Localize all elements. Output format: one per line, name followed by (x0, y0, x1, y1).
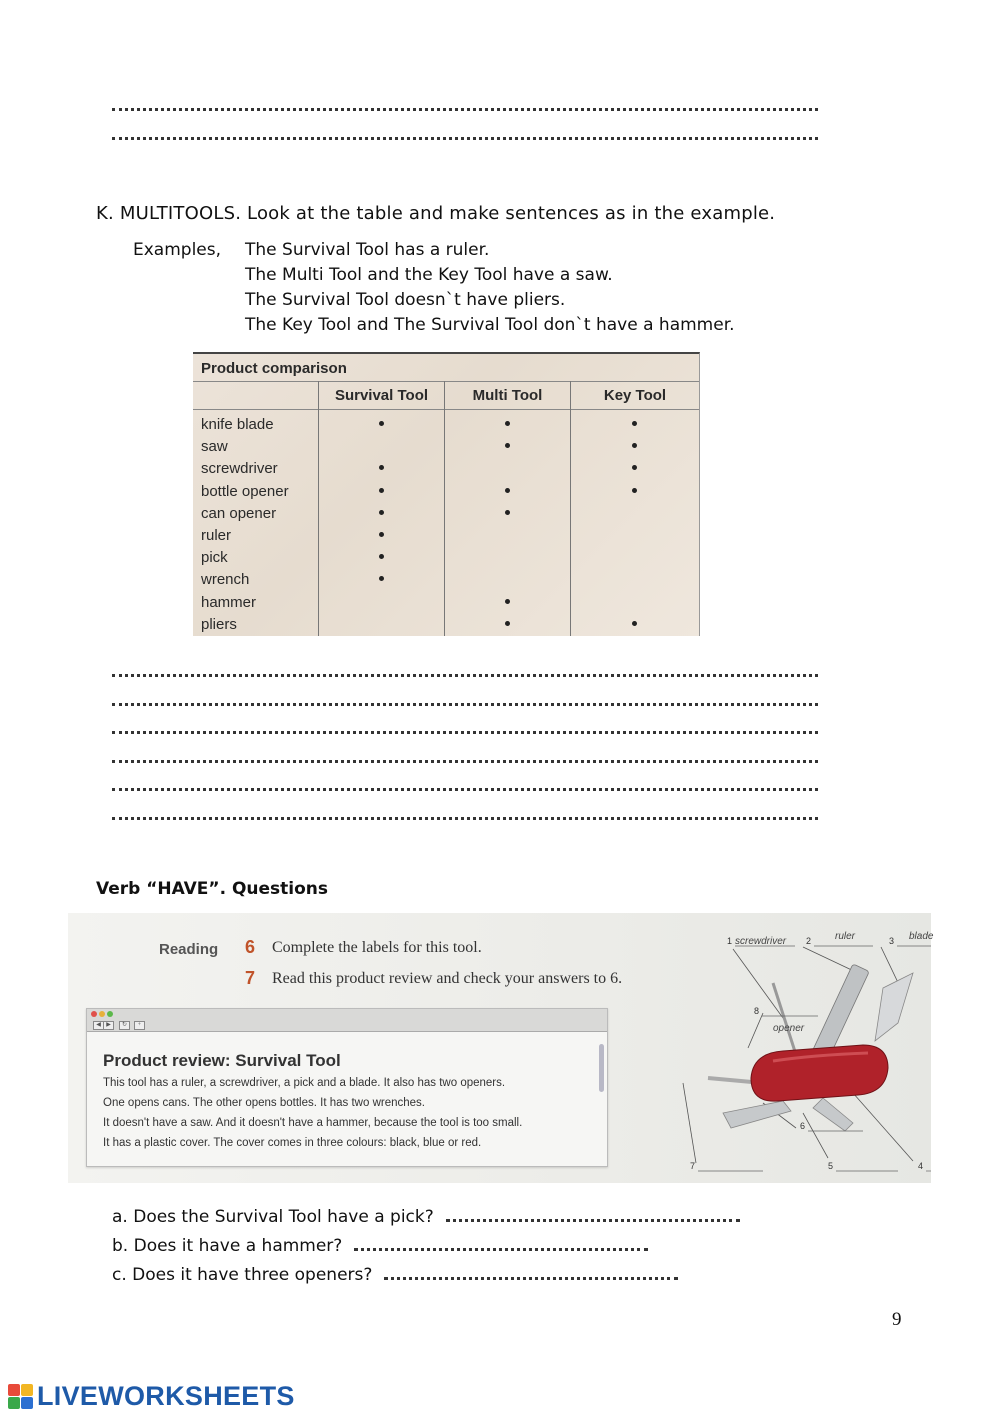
scrollbar[interactable] (599, 1044, 604, 1092)
feature-dot (505, 599, 510, 604)
table-row-label: knife blade (201, 416, 274, 433)
table-row-label: screwdriver (201, 460, 278, 478)
section-k-title: K. MULTITOOLS. Look at the table and make sentences as in the example. (96, 203, 776, 224)
page-number: 9 (892, 1309, 902, 1330)
tool-label-answer: screwdriver (735, 936, 787, 947)
feature-dot (505, 621, 510, 626)
task-number: 7 (245, 968, 256, 988)
feature-dot (632, 488, 637, 493)
table-row-label: hammer (201, 593, 257, 611)
product-comparison-table (193, 352, 700, 636)
feature-dot (632, 421, 637, 426)
answer-line[interactable] (112, 670, 818, 677)
feature-dot (632, 621, 637, 626)
column-header-multi-tool: Multi Tool (472, 387, 543, 404)
feature-dot (505, 421, 510, 426)
review-line: One opens cans. The other opens bottles. It has two wrenches. (103, 1097, 425, 1109)
review-title: Product review: Survival Tool (103, 1051, 341, 1070)
reload-icon[interactable]: ↻ (119, 1021, 130, 1030)
feature-dot (379, 554, 384, 559)
feature-dot (379, 532, 384, 537)
example-sentence: The Survival Tool has a ruler. (245, 240, 490, 260)
feature-dot (505, 443, 510, 448)
tool-label-number: 1 (727, 936, 733, 946)
liveworksheets-logo-icon (8, 1384, 34, 1410)
multitool-illustration (613, 913, 934, 1183)
example-sentence: The Key Tool and The Survival Tool don`t have a hammer. (245, 315, 735, 335)
answer-line[interactable] (112, 104, 818, 111)
table-divider (318, 381, 319, 636)
answer-line[interactable] (354, 1238, 648, 1251)
question-text: b. Does it have a hammer? (112, 1236, 343, 1256)
column-header-survival-tool: Survival Tool (334, 387, 429, 404)
answer-line[interactable] (112, 699, 818, 706)
examples-label: Examples, (133, 240, 222, 260)
answer-line[interactable] (112, 756, 818, 763)
task-instruction: Read this product review and check your answers to 6. (272, 970, 623, 987)
maximize-dot-icon (107, 1011, 113, 1017)
feature-dot (379, 510, 384, 515)
feature-dot (379, 488, 384, 493)
close-dot-icon (91, 1011, 97, 1017)
table-row-label: bottle opener (201, 482, 289, 500)
back-icon[interactable]: ◀ (93, 1021, 104, 1030)
tool-label-number: 8 (754, 1006, 760, 1016)
browser-toolbar (87, 1009, 607, 1032)
forward-icon[interactable]: ▶ (103, 1021, 114, 1030)
feature-dot (505, 488, 510, 493)
table-divider (570, 381, 571, 636)
reading-panel (68, 913, 934, 1183)
reading-label: Reading (159, 941, 219, 958)
table-row-label: pliers (201, 615, 237, 633)
answer-line[interactable] (112, 133, 818, 140)
section-have-title: Verb “HAVE”. Questions (96, 879, 329, 899)
table-divider (444, 381, 445, 636)
question-text: c. Does it have three openers? (112, 1265, 373, 1285)
feature-dot (632, 465, 637, 470)
feature-dot (379, 465, 384, 470)
feature-dot (379, 421, 384, 426)
tool-label-number: 4 (918, 1161, 924, 1171)
table-row-label: pick (201, 549, 228, 567)
table-row-label: wrench (201, 571, 250, 589)
brand-footer (8, 1381, 295, 1412)
task-number: 6 (245, 937, 256, 957)
question-a (112, 1207, 740, 1227)
column-header-key-tool: Key Tool (603, 387, 667, 404)
answer-line[interactable] (112, 813, 818, 820)
question-c (112, 1265, 678, 1285)
table-divider (193, 409, 699, 410)
add-tab-icon[interactable]: + (134, 1021, 145, 1030)
tool-label-number: 5 (828, 1161, 834, 1171)
brand-name: LIVEWORKSHEETS (37, 1381, 295, 1411)
tool-label-number: 2 (806, 936, 812, 946)
table-row-label: saw (201, 438, 228, 456)
question-text: a. Does the Survival Tool have a pick? (112, 1207, 434, 1227)
answer-line[interactable] (112, 727, 818, 734)
tool-blades (708, 964, 913, 1131)
feature-dot (379, 576, 384, 581)
feature-dot (632, 443, 637, 448)
example-sentence: The Multi Tool and the Key Tool have a saw. (245, 265, 613, 285)
question-b (112, 1236, 648, 1256)
table-divider (193, 381, 699, 382)
answer-line[interactable] (112, 784, 818, 791)
minimize-dot-icon (99, 1011, 105, 1017)
review-line: It doesn't have a saw. And it doesn't have a hammer, because the tool is too small. (103, 1117, 523, 1129)
tool-label-answer: ruler (835, 931, 856, 942)
task-instruction: Complete the labels for this tool. (272, 939, 482, 956)
answer-line[interactable] (384, 1267, 678, 1280)
table-row-label: can opener (201, 504, 277, 522)
answer-line[interactable] (446, 1209, 740, 1222)
feature-dot (505, 510, 510, 515)
table-caption: Product comparison (201, 360, 347, 377)
review-line: It has a plastic cover. The cover comes in three colours: black, blue or red. (103, 1137, 482, 1149)
review-line: This tool has a ruler, a screwdriver, a pick and a blade. It also has two openers. (103, 1077, 506, 1089)
tool-label-number: 7 (690, 1161, 696, 1171)
example-sentence: The Survival Tool doesn`t have pliers. (245, 290, 566, 310)
tool-label-answer: blade (909, 931, 934, 942)
tool-label-number: 3 (889, 936, 895, 946)
tool-label-answer: opener (773, 1023, 805, 1034)
tool-label-number: 6 (800, 1121, 806, 1131)
table-row-label: ruler (201, 527, 232, 544)
browser-window (86, 1008, 608, 1167)
